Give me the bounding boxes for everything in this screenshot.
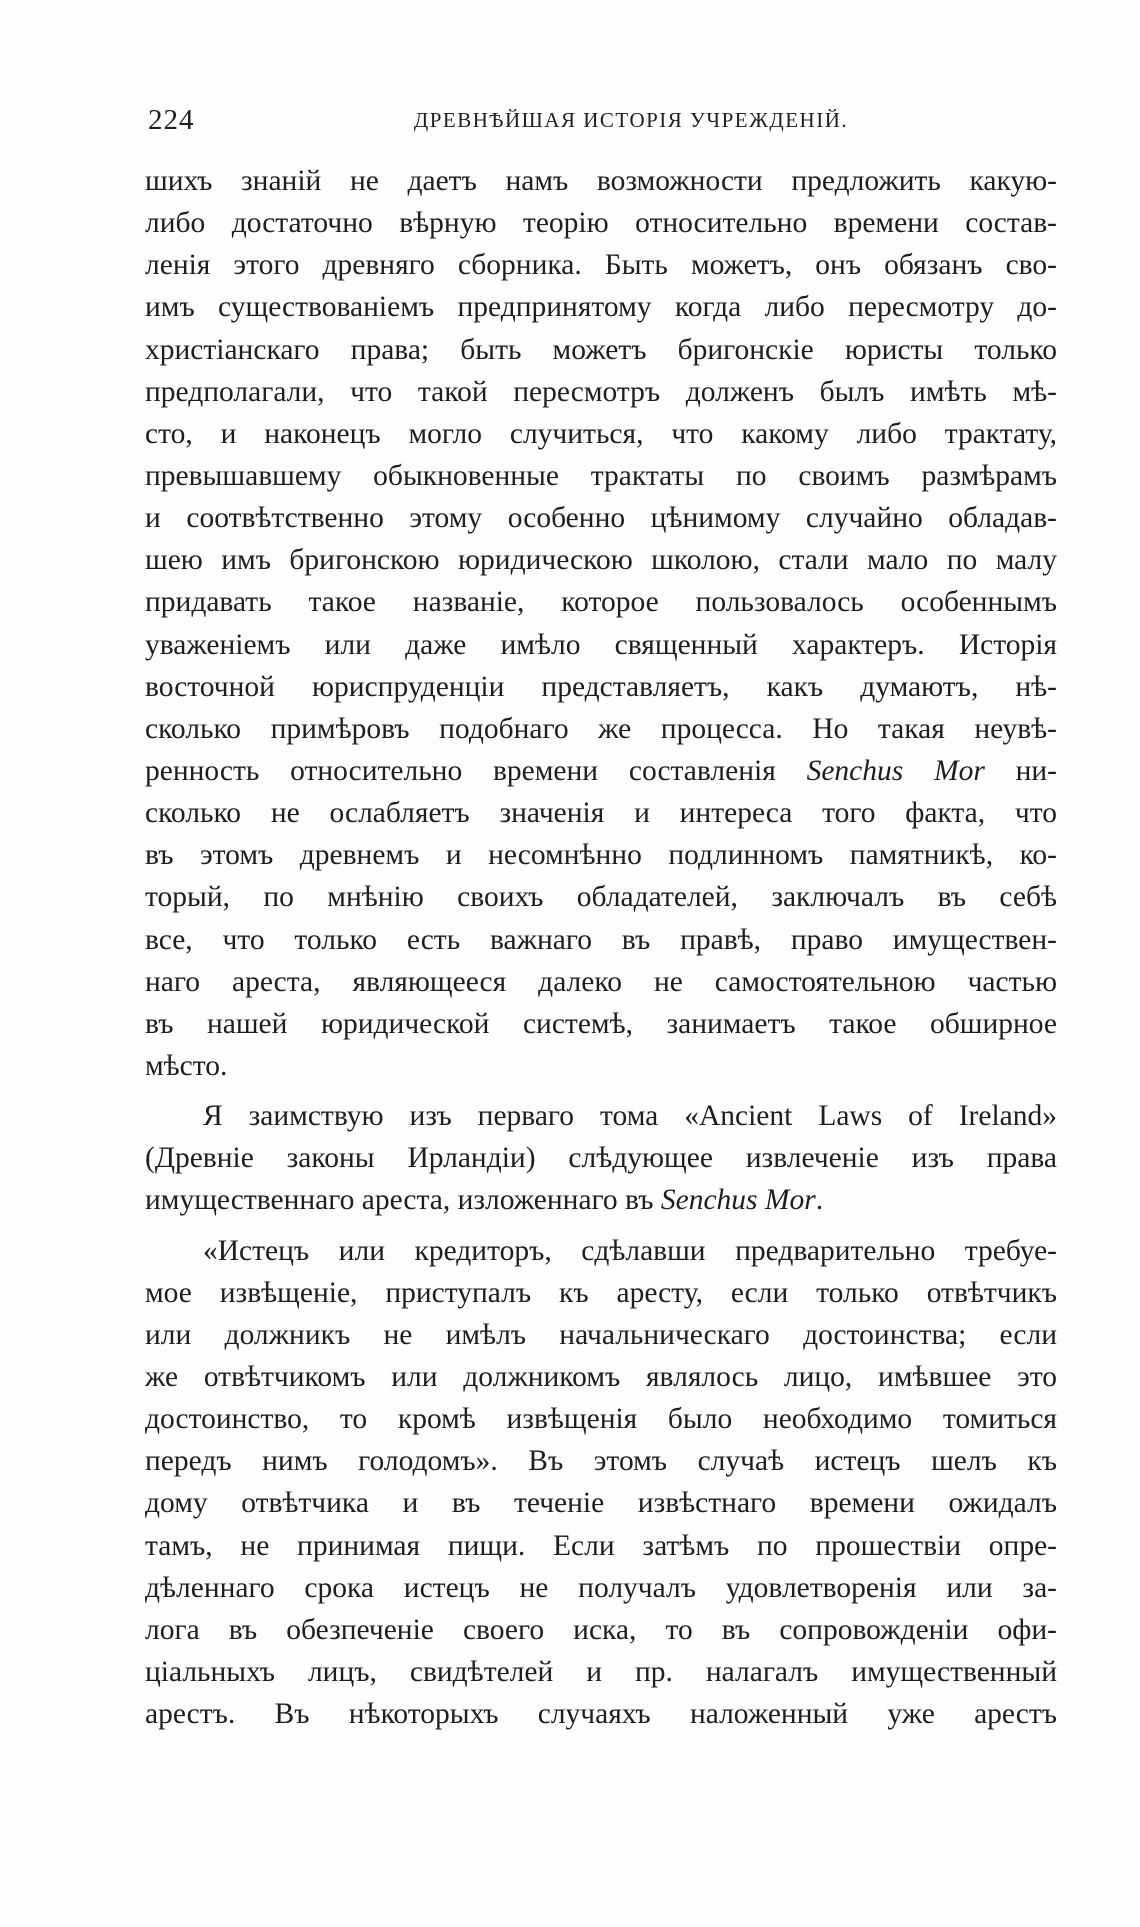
text-run: . (815, 1184, 824, 1217)
text-line: придавать такое названіе, которое пользовалось особеннымъ (145, 586, 1057, 619)
text-line: мѣсто. (145, 1049, 228, 1082)
text-line: либо достаточно вѣрную теорію относительно времени состав- (145, 207, 1057, 240)
italic-title: Senchus Mor (660, 1184, 816, 1217)
text-line: дому отвѣтчика и въ теченіе извѣстнаго времени ожидалъ (145, 1487, 1057, 1520)
text-line: лога въ обезпеченіе своего иска, то въ сопровожденіи офи- (145, 1613, 1057, 1646)
page-number: 224 (148, 104, 195, 136)
text-line: шею имъ бригонскою юридическою школою, стали мало по малу (145, 544, 1057, 577)
text-line: имъ существованіемъ предпринятому когда либо пересмотру до- (145, 291, 1057, 324)
text-line: мое извѣщеніе, приступалъ къ аресту, если только отвѣтчикъ (145, 1276, 1057, 1309)
italic-title: Senchus Mor (806, 754, 985, 787)
text-line: сто, и наконецъ могло случиться, что какому либо трактату, (145, 417, 1057, 450)
text-line: въ этомъ древнемъ и несомнѣнно подлинномъ памятникѣ, ко- (145, 839, 1057, 872)
text-line: арестъ. Въ нѣкоторыхъ случаяхъ наложенный уже арестъ (145, 1698, 1057, 1731)
text-line: восточной юриспруденціи представляетъ, какъ думаютъ, нѣ- (145, 670, 1057, 703)
text-line: ленія этого древняго сборника. Быть можетъ, онъ обязанъ сво- (145, 249, 1057, 282)
text-line: наго ареста, являющееся далеко не самостоятельною частью (145, 965, 1057, 998)
text-line: достоинство, то кромѣ извѣщенія было необходимо томиться (145, 1403, 1057, 1436)
text-line: превышавшему обыкновенные трактаты по своимъ размѣрамъ (145, 459, 1057, 492)
text-line: предполагали, что такой пересмотръ долженъ былъ имѣть мѣ- (145, 375, 1057, 408)
text-line: сколько не ослабляетъ значенія и интереса того факта, что (145, 797, 1057, 830)
paragraph (145, 1230, 1057, 1736)
text-line: тамъ, не принимая пищи. Если затѣмъ по прошествіи опре- (145, 1529, 1057, 1562)
text-line: все, что только есть важнаго въ правѣ, право имуществен- (145, 923, 1057, 956)
text-run: имущественнаго ареста, изложеннаго въ (145, 1184, 661, 1217)
page-header (148, 100, 1054, 140)
text-line (145, 750, 1057, 792)
text-line: дѣленнаго срока истецъ не получалъ удовлетворенія или за- (145, 1571, 1057, 1604)
text-line: шихъ знаній не даетъ намъ возможности предложить какую- (145, 165, 1057, 197)
body-text (145, 160, 1057, 1735)
paragraph (145, 160, 1057, 1087)
running-head: ДРЕВНѢЙШАЯ ИСТОРІЯ УЧРЕЖДЕНІЙ. (413, 108, 849, 132)
paragraph (145, 1095, 1057, 1221)
text-run: ни- (984, 754, 1057, 787)
text-line: Я заимствую изъ перваго тома «Ancient Laws of Ireland» (203, 1100, 1057, 1133)
text-line: уваженіемъ или даже имѣло священный характеръ. Исторія (145, 628, 1057, 661)
text-line: передъ нимъ голодомъ». Въ этомъ случаѣ истецъ шелъ къ (145, 1445, 1057, 1478)
text-run: ренность относительно времени составленія (145, 754, 807, 787)
text-line: христіанскаго права; быть можетъ бригонскіе юристы только (145, 333, 1057, 366)
text-line: или должникъ не имѣлъ начальническаго достоинства; если (145, 1318, 1057, 1351)
text-line: сколько примѣровъ подобнаго же процесса. Но такая неувѣ- (145, 712, 1057, 745)
text-line: ціальныхъ лицъ, свидѣтелей и пр. налагалъ имущественный (145, 1655, 1057, 1688)
text-line: въ нашей юридической системѣ, занимаетъ такое обширное (145, 1007, 1057, 1040)
text-line: торый, по мнѣнію своихъ обладателей, заключалъ въ себѣ (145, 881, 1057, 914)
text-line: «Истецъ или кредиторъ, сдѣлавши предварительно требуе- (203, 1234, 1057, 1267)
text-line: и соотвѣтственно этому особенно цѣнимому случайно обладав- (145, 502, 1057, 535)
text-line (145, 1179, 1057, 1221)
text-line: (Древніе законы Ирландіи) слѣдующее извлеченіе изъ права (145, 1142, 1057, 1175)
text-line: же отвѣтчикомъ или должникомъ являлось лицо, имѣвшее это (145, 1360, 1057, 1393)
